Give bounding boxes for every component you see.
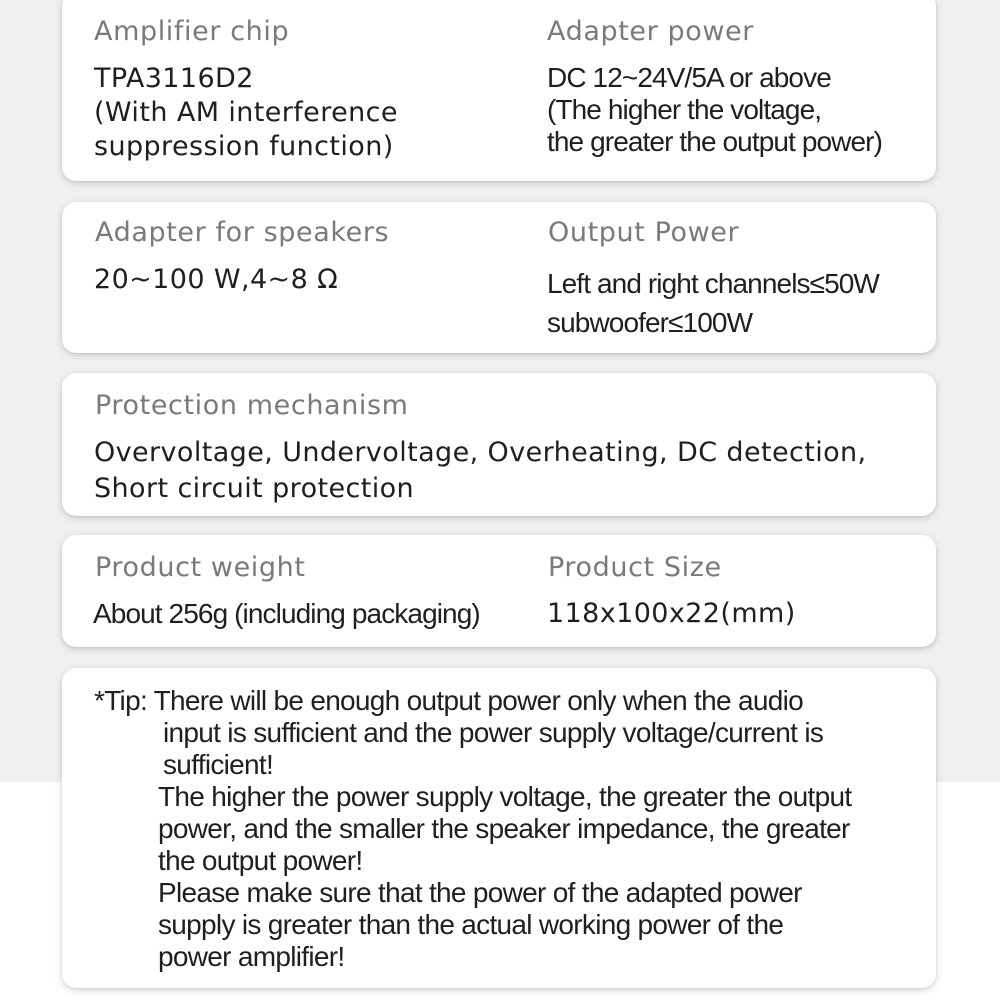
tip-line: *Tip: There will be enough output power only when the audio xyxy=(94,685,803,716)
amplifier-chip-label: Amplifier chip xyxy=(94,16,290,47)
tip-line: Please make sure that the power of the adapted power xyxy=(158,877,802,908)
product-size-label: Product Size xyxy=(548,552,722,583)
adapter-power-line: (The higher the voltage, xyxy=(547,94,822,125)
tip-line: power, and the smaller the speaker impedance, the greater xyxy=(158,813,850,844)
output-power-line: Left and right channels≤50W xyxy=(547,268,879,299)
product-weight-label: Product weight xyxy=(95,552,306,583)
protection-line: Overvoltage, Undervoltage, Overheating, DC detection, xyxy=(94,437,867,468)
spec-card-protection xyxy=(62,373,936,516)
tip-text-block xyxy=(94,685,851,973)
amplifier-chip-line: suppression function) xyxy=(94,131,394,162)
spec-card-speakers-and-output xyxy=(62,202,936,353)
tip-line: sufficient! xyxy=(163,749,274,780)
tip-card xyxy=(62,668,936,988)
spec-card-weight-and-size xyxy=(62,535,936,647)
adapter-power-value xyxy=(547,62,882,158)
tip-line: the output power! xyxy=(158,845,363,876)
adapter-speakers-value xyxy=(94,263,338,297)
adapter-power-line: the greater the output power) xyxy=(547,126,883,157)
amplifier-chip-line: (With AM interference xyxy=(94,97,398,128)
product-size-value xyxy=(547,597,796,631)
spec-card-chip-and-power xyxy=(62,0,936,181)
adapter-power-line: DC 12~24V/5A or above xyxy=(547,62,831,93)
output-power-label: Output Power xyxy=(548,217,740,248)
tip-line: supply is greater than the actual working power of the xyxy=(158,909,784,940)
product-weight-line: About 256g (including packaging) xyxy=(93,598,480,629)
adapter-speakers-label: Adapter for speakers xyxy=(95,217,390,248)
adapter-speakers-line: 20~100 W,4~8 Ω xyxy=(94,264,339,295)
output-power-line: subwoofer≤100W xyxy=(547,307,753,338)
adapter-power-label: Adapter power xyxy=(547,16,754,47)
product-size-line: 118x100x22(mm) xyxy=(547,598,796,629)
product-weight-value xyxy=(93,598,480,630)
tip-line: The higher the power supply voltage, the greater the output xyxy=(158,781,852,812)
protection-label: Protection mechanism xyxy=(95,390,409,421)
protection-value xyxy=(94,435,867,507)
amplifier-chip-line: TPA3116D2 xyxy=(94,63,254,94)
tip-line: input is sufficient and the power supply voltage/current is xyxy=(163,717,824,748)
output-power-value xyxy=(547,264,879,342)
tip-line: power amplifier! xyxy=(158,941,345,972)
amplifier-chip-value xyxy=(94,62,398,164)
protection-line: Short circuit protection xyxy=(94,473,415,504)
